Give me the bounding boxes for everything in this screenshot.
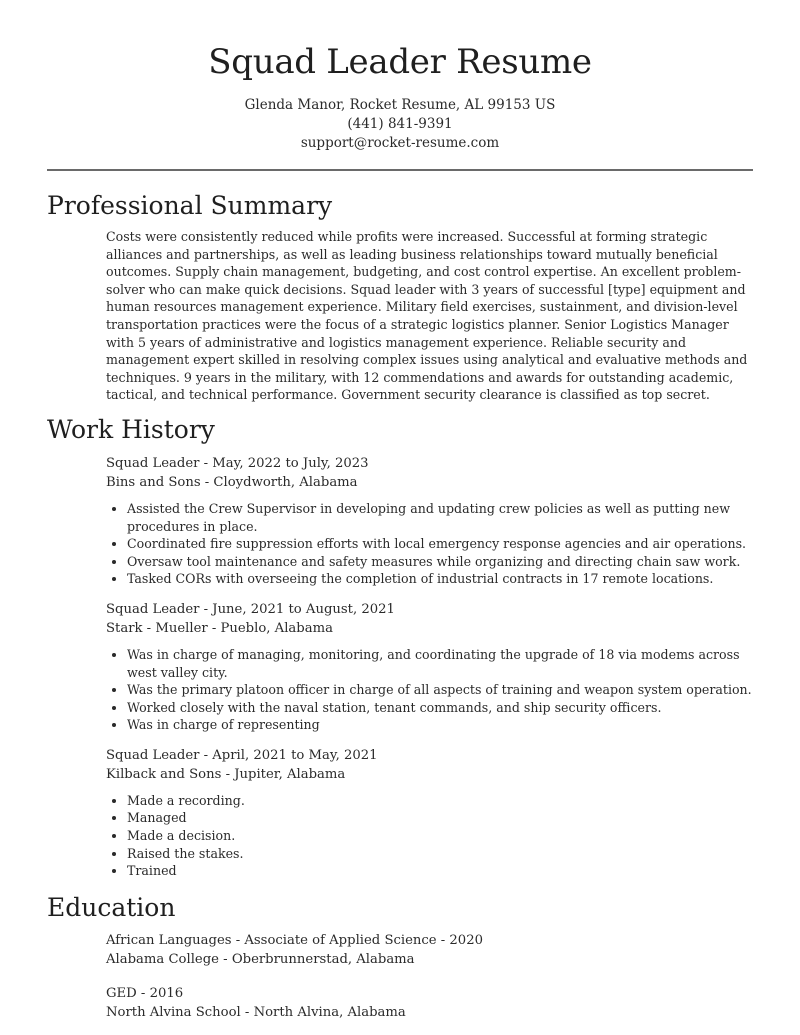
address: Glenda Manor, Rocket Resume, AL 99153 US <box>244 97 556 113</box>
education-section <box>0 892 800 1023</box>
job-bullets <box>106 792 755 880</box>
list-item: • Tasked CORs with overseeing the completion of industrial contracts in 17 remote locations. <box>127 570 755 588</box>
professional-summary-section <box>0 190 800 404</box>
list-item: • Raised the stakes. <box>127 845 755 863</box>
education-entry <box>106 984 800 1023</box>
list-item: • Coordinated fire suppression efforts with local emergency response agencies and air operations. <box>127 535 755 553</box>
header-divider <box>47 169 753 171</box>
job-company-location: Stark - Mueller - Pueblo, Alabama <box>106 621 333 637</box>
job-title-dates: Squad Leader - June, 2021 to August, 2021 <box>106 601 395 617</box>
job-company-location: Bins and Sons - Cloydworth, Alabama <box>106 475 358 491</box>
education-list <box>106 931 800 1023</box>
section-heading: Professional Summary <box>47 191 333 220</box>
summary-text: Costs were consistently reduced while profits were increased. Successful at forming strategic alliances and partnerships, as well as leading business relationships toward mutually beneficial outcomes. Supply chain management, budgeting, and cost control expertise. An excellent problem-solver who can make quick decisions. Squad leader with 3 years of successful [type] equipment and human resources management experience. Military field exercises, sustainment, and division-level transportation practices were the focus of a strategic logistics planner. Senior Logistics Manager with 5 years of administrative and logistics management experience. Reliable security and management expert skilled in resolving complex issues using analytical and evaluative methods and techniques. 9 years in the military, with 12 commendations and awards for outstanding academic, tactical, and technical performance. Government security clearance is classified as top secret. <box>106 229 748 403</box>
school-line: North Alvina School - North Alvina, Alabama <box>106 1005 406 1021</box>
job-entry <box>106 600 755 734</box>
degree-line: African Languages - Associate of Applied Science - 2020 <box>106 932 483 948</box>
list-item: • Trained <box>127 862 755 880</box>
list-item: • Was in charge of representing <box>127 716 755 734</box>
job-title-dates: Squad Leader - May, 2022 to July, 2023 <box>106 455 369 471</box>
section-heading: Work History <box>47 414 215 444</box>
page-title: Squad Leader Resume <box>208 42 592 82</box>
list-item: • Made a decision. <box>127 827 755 845</box>
job-title-dates: Squad Leader - April, 2021 to May, 2021 <box>106 747 378 763</box>
phone: (441) 841-9391 <box>347 116 453 132</box>
job-entry <box>106 454 755 588</box>
list-item: • Worked closely with the naval station, tenant commands, and ship security officers. <box>127 699 755 717</box>
list-item: • Made a recording. <box>127 792 755 810</box>
resume-header <box>0 0 800 153</box>
degree-line: GED - 2016 <box>106 985 184 1001</box>
list-item: • Was in charge of managing, monitoring, and coordinating the upgrade of 18 via modems across west valley city. <box>127 646 755 681</box>
job-list <box>106 454 800 880</box>
school-line: Alabama College - Oberbrunnerstad, Alabama <box>106 952 415 968</box>
education-entry <box>106 931 800 970</box>
list-item: • Assisted the Crew Supervisor in developing and updating crew policies as well as putting new procedures in place. <box>127 500 755 535</box>
list-item: • Oversaw tool maintenance and safety measures while organizing and directing chain saw work. <box>127 553 755 571</box>
list-item: • Was the primary platoon officer in charge of all aspects of training and weapon system operation. <box>127 681 755 699</box>
list-item: • Managed <box>127 809 755 827</box>
email: support@rocket-resume.com <box>300 135 500 151</box>
contact-info <box>0 96 800 153</box>
job-company-location: Kilback and Sons - Jupiter, Alabama <box>106 767 346 783</box>
section-heading: Education <box>47 892 176 922</box>
job-bullets <box>106 646 755 734</box>
work-history-section <box>0 414 800 880</box>
job-entry <box>106 746 755 880</box>
job-bullets <box>106 500 755 588</box>
